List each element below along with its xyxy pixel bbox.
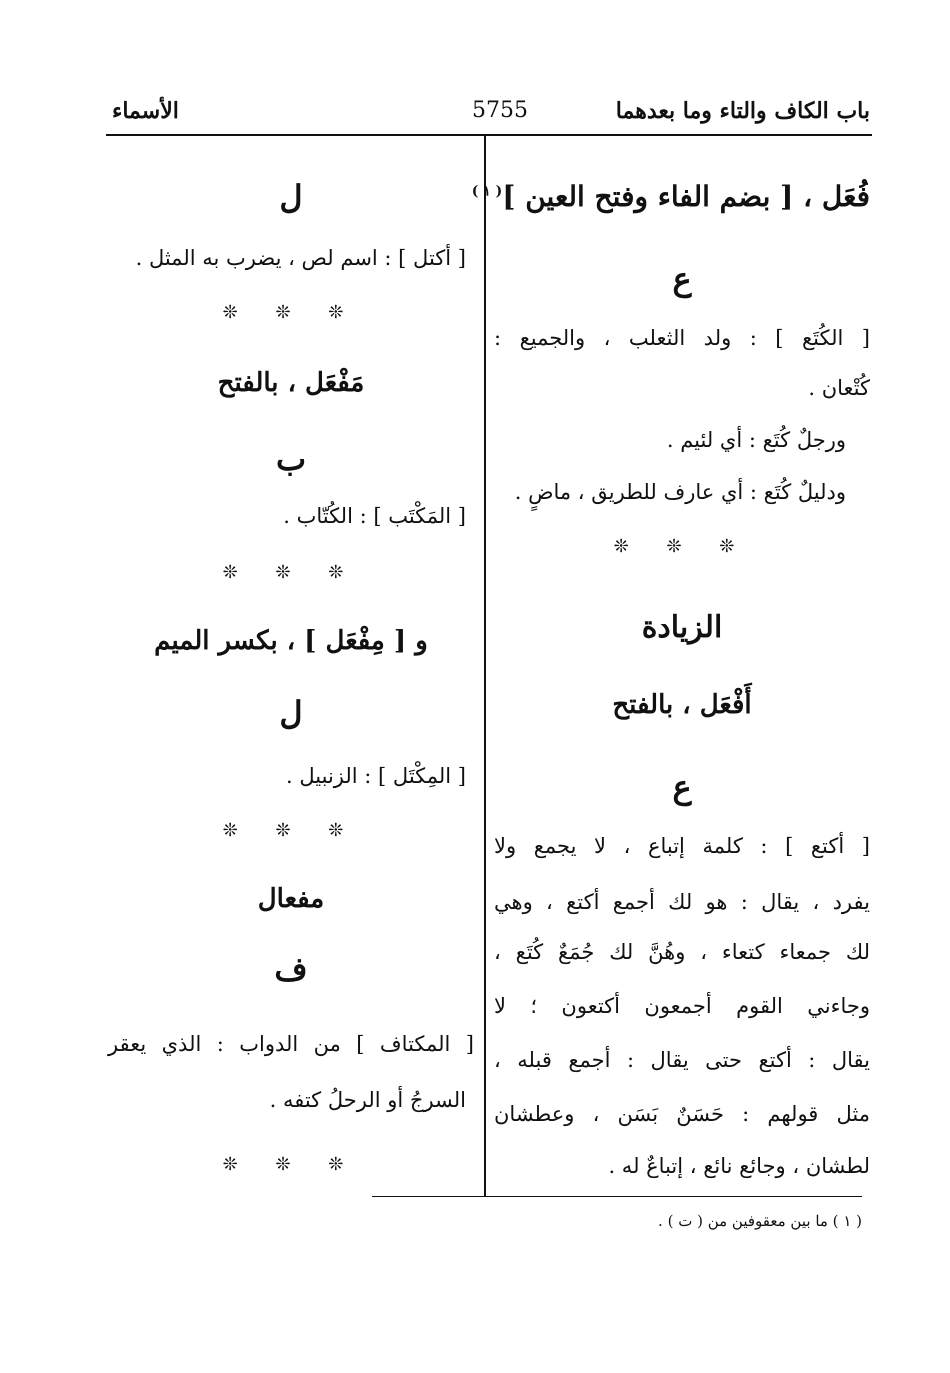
header-rule: [106, 134, 872, 136]
footnote-marker: ( ١ ): [471, 183, 503, 200]
letter-fa: ف: [274, 950, 308, 988]
running-header-section: الأسماء: [112, 98, 179, 124]
running-header-chapter: باب الكاف والتاء وما بعدهما: [615, 98, 870, 124]
heading-mafal: مَفْعَل ، بالفتح: [217, 368, 365, 398]
heading-afal: أَفْعَل ، بالفتح: [612, 690, 752, 720]
heading-mifaal: مفعال: [257, 884, 325, 914]
heading-fual: فُعَل ، [ بضم الفاء وفتح العين ]$^{( ١ )}$: [471, 180, 870, 213]
para-line: يقال : أكتع حتى يقال : أجمع قبله ،: [494, 1048, 870, 1072]
para-line: وجاءني القوم أجمعون أكتعون ؛ لا: [494, 994, 870, 1018]
entry-maktab: [ المَكْتَب ] : الكُتّاب .: [283, 504, 466, 528]
para-line: [ أكتع ] : كلمة إتباع ، لا يجمع ولا: [494, 834, 870, 858]
page-number: 5755: [472, 98, 528, 123]
separator-stars: ❊ ❊ ❊: [613, 536, 751, 557]
letter-lam-2: ل: [279, 694, 303, 732]
letter-lam-1: ل: [279, 178, 303, 216]
letter-ba: ب: [275, 440, 307, 478]
section-title-ziyada: الزيادة: [641, 610, 723, 645]
entry-miktaf-line2: السرجُ أو الرحلُ كتفه .: [269, 1088, 466, 1112]
entry-miktaf-line1: [ المكتاف ] من الدواب : الذي يعقر: [108, 1032, 474, 1056]
entry-kutaa-line2: كُتْعان .: [808, 376, 870, 400]
column-divider: [484, 134, 486, 1196]
footnote-rule: [372, 1196, 862, 1197]
entry-dalil-kutaa: ودليلٌ كُتَع : أي عارف للطريق ، ماضٍ .: [514, 480, 846, 504]
separator-stars: ❊ ❊ ❊: [222, 302, 360, 323]
separator-stars: ❊ ❊ ❊: [222, 1154, 360, 1175]
letter-ain-2: ع: [672, 768, 692, 806]
entry-rajul-kutaa: ورجلٌ كُتَع : أي لئيم .: [666, 428, 846, 452]
entry-aktal: [ أكتل ] : اسم لص ، يضرب به المثل .: [135, 246, 466, 270]
para-line: مثل قولهم : حَسَنٌ بَسَن ، وعطشان: [494, 1102, 870, 1126]
entry-miktal: [ المِكْتَل ] : الزنبيل .: [286, 764, 466, 788]
letter-ain-1: ع: [672, 260, 692, 298]
footnote: ( ١ ) ما بين معقوفين من ( ت ) .: [658, 1212, 862, 1230]
entry-kutaa-line1: [ الكُتَع ] : ولد الثعلب ، والجميع :: [494, 326, 870, 350]
para-line: لك جمعاء كتعاء ، وهُنَّ لك جُمَعٌ كُتَع ،: [494, 940, 870, 964]
para-line: لطشان ، وجائع نائع ، إتباعٌ له .: [608, 1154, 870, 1178]
para-line: يفرد ، يقال : هو لك أجمع أكتع ، وهي: [494, 890, 870, 914]
separator-stars: ❊ ❊ ❊: [222, 562, 360, 583]
separator-stars: ❊ ❊ ❊: [222, 820, 360, 841]
heading-mifal: و [ مِفْعَل ] ، بكسر الميم: [154, 626, 428, 656]
